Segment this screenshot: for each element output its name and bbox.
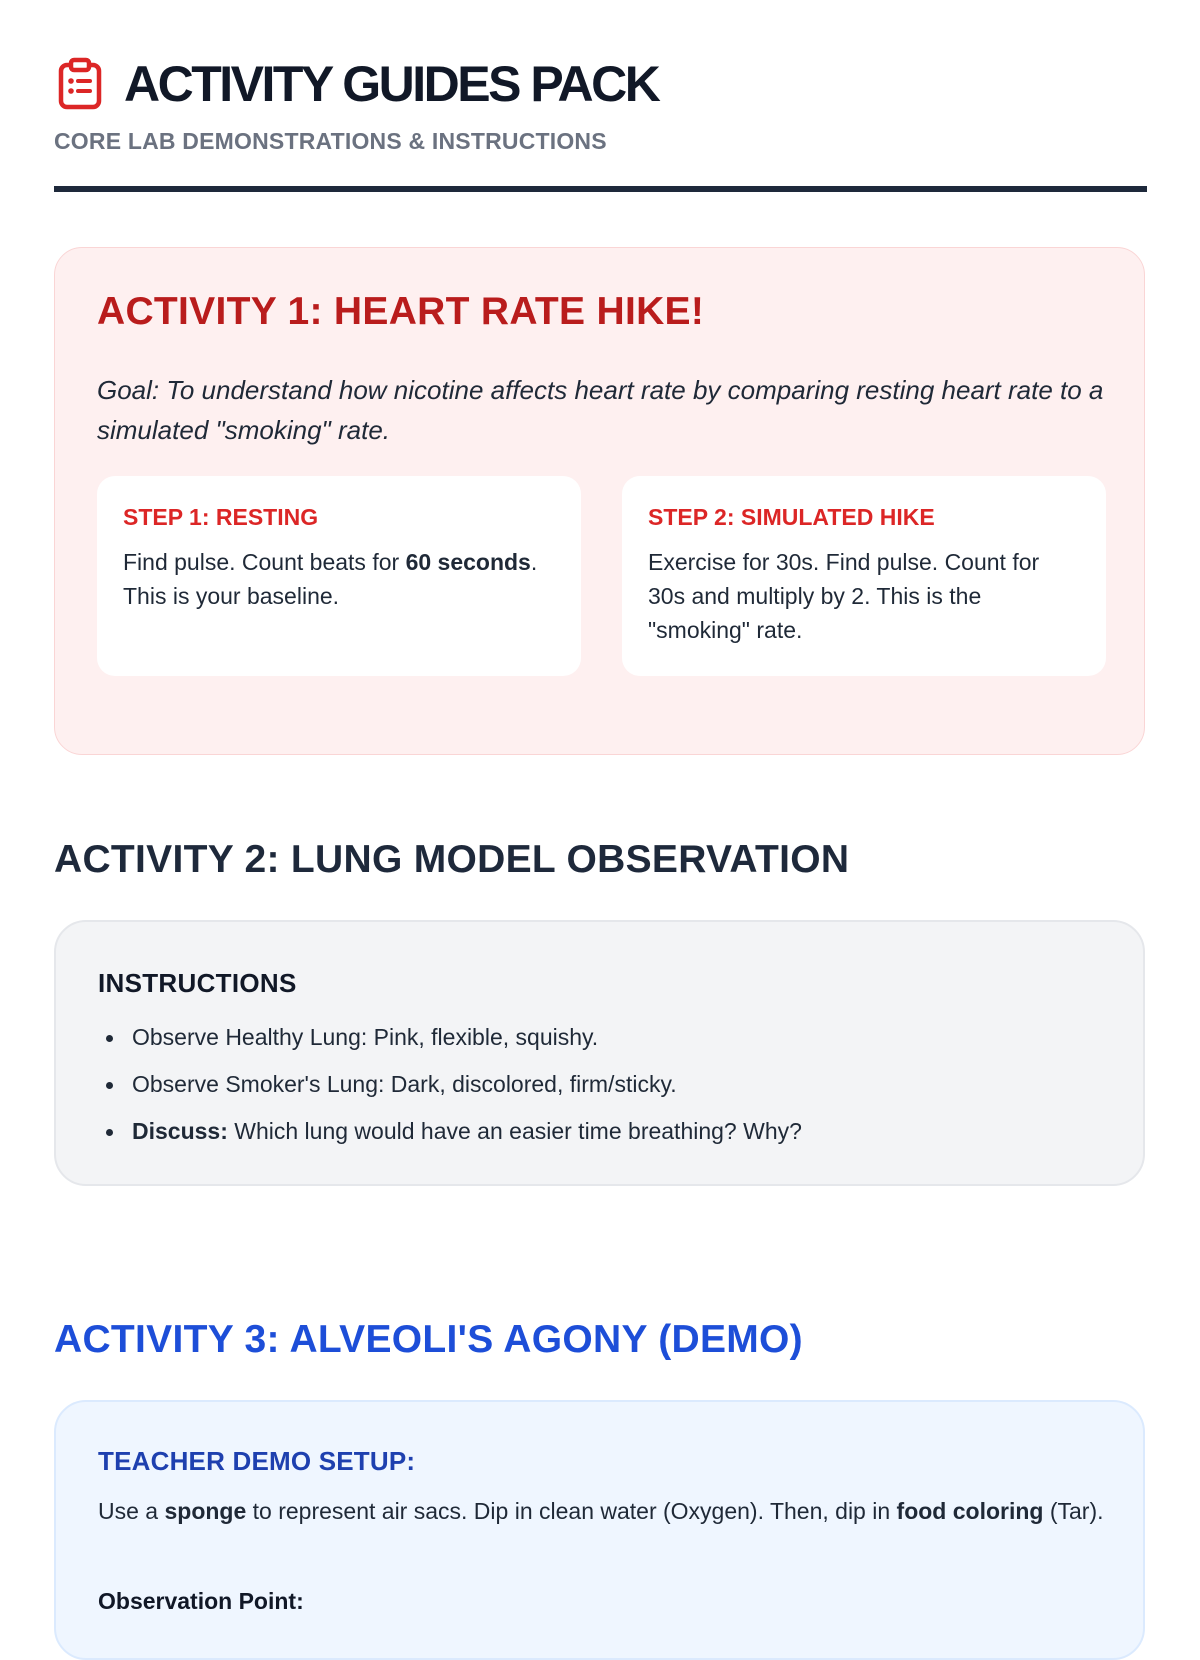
activity-2-title: ACTIVITY 2: LUNG MODEL OBSERVATION [54,838,850,881]
list-item: Observe Smoker's Lung: Dark, discolored, firm/sticky. [98,1061,802,1108]
instructions-title: INSTRUCTIONS [98,968,297,998]
demo-setup-text [98,1494,1108,1528]
step-2-title: STEP 2: SIMULATED HIKE [648,504,935,530]
page-header [54,54,1147,155]
title-row [54,54,1147,114]
page-title: ACTIVITY GUIDES PACK [124,56,659,112]
observation-point-label: Observation Point: [98,1588,304,1614]
header-divider [54,186,1147,192]
step-1-text-bold: 60 seconds [405,549,531,575]
step-1-text-part: . This is your baseline. [123,549,538,609]
activity-1-goal: Goal: To understand how nicotine affects heart rate by comparing resting heart rate to a simulated "smoking" rate. [97,375,1104,445]
instructions-list [98,1014,802,1155]
demo-text-part: (Tar). [1043,1498,1104,1524]
list-item [98,1108,802,1155]
activity-1-card [54,247,1145,755]
activity-3-title: ACTIVITY 3: ALVEOLI'S AGONY (DEMO) [54,1318,803,1361]
activity-1-title: ACTIVITY 1: HEART RATE HIKE! [97,290,705,333]
step-2-card [622,476,1106,676]
discuss-label: Discuss: [132,1118,228,1144]
demo-text-bold: sponge [164,1498,247,1524]
page-subtitle: CORE LAB DEMONSTRATIONS & INSTRUCTIONS [54,128,607,154]
step-1-title: STEP 1: RESTING [123,504,319,530]
demo-text-part: Use a [98,1498,165,1524]
demo-setup-title: TEACHER DEMO SETUP: [98,1446,416,1476]
demo-text-part: to represent air sacs. Dip in clean water (Oxygen). Then, dip in [246,1498,897,1524]
activity-3-card [54,1400,1145,1660]
step-1-text-part: Find pulse. Count beats for [123,549,406,575]
clipboard-list-icon [54,56,106,112]
demo-text-bold: food coloring [896,1498,1044,1524]
step-1-text [123,545,555,613]
step-2-text: Exercise for 30s. Find pulse. Count for 30s and multiply by 2. This is the "smoking" rate. [648,549,1040,643]
step-1-card [97,476,581,676]
list-item: Observe Healthy Lung: Pink, flexible, squishy. [98,1014,802,1061]
activity-2-card [54,920,1145,1186]
discuss-text: Which lung would have an easier time breathing? Why? [227,1118,802,1144]
